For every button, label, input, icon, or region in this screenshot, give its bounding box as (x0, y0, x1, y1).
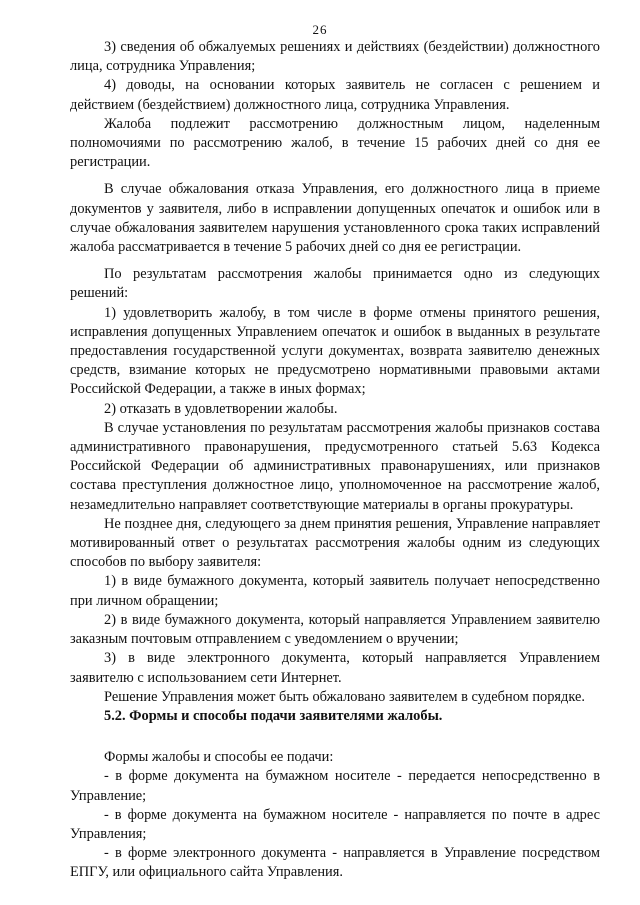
paragraph: По результатам рассмотрения жалобы принимается одно из следующих решений: (70, 266, 600, 302)
paragraph: 2) отказать в удовлетворении жалобы. (104, 400, 338, 417)
paragraph: - в форме документа на бумажном носителе - передается непосредственно в Управление; (70, 768, 600, 804)
paragraph: В случае установления по результатам рассмотрения жалобы признаков состава административного правонарушения, предусмотренного статьей 5.63 Кодекса Российской Федерации об административных правонарушениях, или признаков состава преступления должностное лицо, уполномоченное на рассмотрение жалоб, незамедлительно направляет соответствующие материалы в органы прокуратуры. (70, 419, 600, 513)
paragraph: Жалоба подлежит рассмотрению должностным лицом, наделенным полномочиями по рассмотрению жалоб, в течение 15 рабочих дней со дня ее регистрации. (70, 115, 600, 171)
paragraph: В случае обжалования отказа Управления, его должностного лица в приеме документов у заявителя, либо в исправлении допущенных опечаток и ошибок или в случае обжалования заявителем нарушения установленного срока таких исправлений жалоба рассматривается в течение 5 рабочих дней со дня ее регистрации. (70, 181, 600, 256)
paragraph: Не позднее дня, следующего за днем принятия решения, Управление направляет мотивированный ответ о результатах рассмотрения жалобы одним из следующих способов по выбору заявителя: (70, 515, 600, 571)
paragraph: - в форме электронного документа - направляется в Управление посредством ЕПГУ, или официального сайта Управления. (70, 845, 600, 881)
document-body (70, 38, 600, 883)
paragraph: 1) в виде бумажного документа, который заявитель получает непосредственно при личном обращении; (70, 573, 600, 609)
paragraph: 4) доводы, на основании которых заявитель не согласен с решением и действием (бездействием) должностного лица, сотрудника Управления. (70, 77, 600, 113)
paragraph: 3) в виде электронного документа, который направляется Управлением заявителю с использованием сети Интернет. (70, 650, 600, 686)
paragraph: - в форме документа на бумажном носителе - направляется по почте в адрес Управления; (70, 806, 600, 842)
paragraph: 2) в виде бумажного документа, который направляется Управлением заявителю заказным почтовым отправлением с уведомлением о вручении; (70, 611, 600, 648)
section-heading: 5.2. Формы и способы подачи заявителями жалобы. (104, 707, 443, 724)
paragraph: Решение Управления может быть обжаловано заявителем в судебном порядке. (104, 688, 585, 705)
paragraph: 3) сведения об обжалуемых решениях и действиях (бездействии) должностного лица, сотрудника Управления; (70, 39, 600, 75)
paragraph: Формы жалобы и способы ее подачи: (104, 749, 334, 766)
page-number: 26 (312, 22, 328, 37)
paragraph: 1) удовлетворить жалобу, в том числе в форме отмены принятого решения, исправления допущенных Управлением опечаток и ошибок в выданных в результате предоставления государственной услуги документах, возврата заявителю денежных средств, взимание которых не предусмотрено нормативными правовыми актами Российской Федерации, а также в иных формах; (70, 304, 600, 398)
